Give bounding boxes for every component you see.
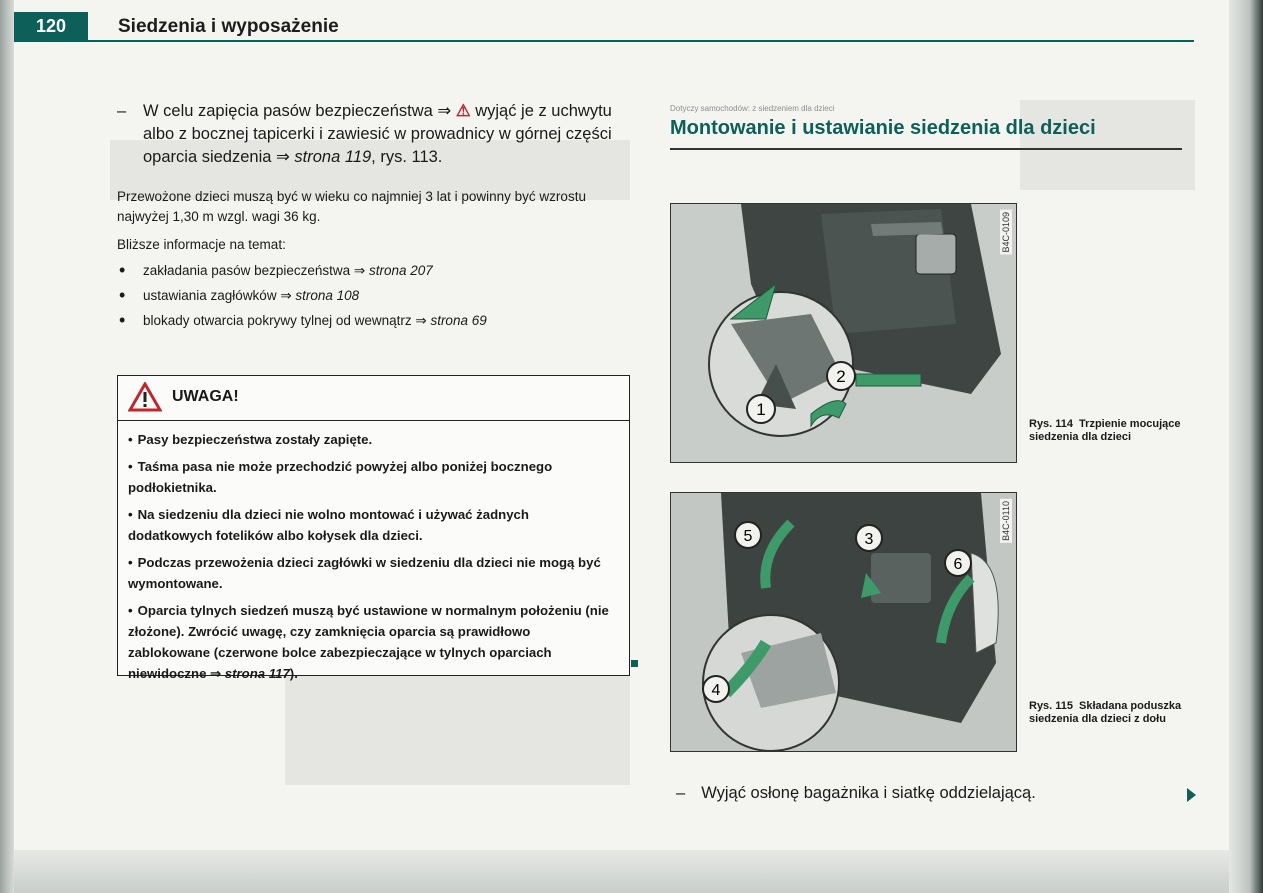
page-number: 120 — [14, 12, 88, 40]
figure-114 — [670, 203, 1017, 463]
warning-item — [128, 456, 615, 498]
instruction-step — [117, 100, 629, 169]
warning-list — [118, 421, 629, 684]
warning-bullet: • — [128, 459, 133, 474]
figure-label: 1 — [756, 400, 766, 419]
seat-mounting-illustration — [671, 204, 1016, 462]
warning-item-text: Na siedzeniu dla dzieci nie wolno montować i używać żadnych dodatkowych fotelików albo kołysek dla dzieci. — [128, 507, 529, 543]
warning-box — [117, 375, 630, 681]
warning-bullet: • — [128, 555, 133, 570]
step-dash: – — [117, 102, 127, 120]
right-column — [670, 104, 1182, 150]
figure-caption — [1029, 700, 1189, 726]
figure-caption — [1029, 418, 1189, 444]
body-paragraph: Przewożone dzieci muszą być w wieku co najmniej 3 lat i powinny być wzrostu najwyżej 1,30 m wzgl. wagi 36 kg. — [117, 189, 586, 224]
applicability-note: Dotyczy samochodów: z siedzeniem dla dzieci — [670, 104, 835, 113]
section-end-mark — [631, 660, 638, 667]
caption-text: Trzpienie mocujące siedzenia dla dzieci — [1029, 418, 1181, 443]
page-header — [14, 10, 1194, 42]
instruction-step — [676, 784, 1036, 803]
warning-bullet: • — [128, 603, 133, 618]
figure-label: 3 — [864, 531, 874, 548]
warning-header — [118, 376, 629, 421]
step-dash: – — [676, 784, 686, 802]
figure-label: 4 — [711, 682, 721, 699]
reference-list — [117, 258, 629, 333]
caption-number: Rys. 114 — [1029, 418, 1074, 430]
subsection-title: Montowanie i ustawianie siedzenia dla dzieci — [670, 117, 1096, 139]
warning-triangle-icon: ⚠ — [455, 102, 471, 120]
folding-cushion-illustration — [671, 493, 1016, 751]
warning-bullet: • — [128, 432, 133, 447]
list-item-text: blokady otwarcia pokrywy tylnej od wewnątrz ⇒ — [143, 313, 431, 328]
page-reference: strona 69 — [430, 313, 487, 328]
warning-item — [128, 552, 615, 594]
figure-label: 2 — [836, 367, 846, 386]
figure-label: 5 — [743, 528, 753, 545]
warning-item-text: Podczas przewożenia dzieci zagłówki w siedzeniu dla dzieci nie mogą być wymontowane. — [128, 555, 601, 591]
section-title: Siedzenia i wyposażenie — [118, 16, 339, 37]
page-reference: strona 117 — [224, 666, 290, 681]
caption-number: Rys. 115 — [1029, 700, 1074, 712]
step-text: W celu zapięcia pasów bezpieczeństwa ⇒ — [143, 102, 456, 120]
warning-item-text: Oparcia tylnych siedzeń muszą być ustawione w normalnym położeniu (nie złożone). Zwrócić uwagę, czy zamknięcia oparcia są prawidłowo zablokowane (czerwone bolce zabezpieczające w tylnych oparciach niewidoczne ⇒ — [128, 603, 609, 681]
step-text-cont: wyjąć je z uchwytu albo z bocznej tapicerki i zawiesić w prowadnicy w górnej części oparcia siedzenia ⇒ — [143, 102, 612, 166]
page-reference: strona 119 — [294, 148, 372, 166]
step-text-tail: , rys. 113. — [371, 148, 443, 166]
scan-bottom-edge — [14, 850, 1229, 893]
figure-code: B4C-0109 — [1001, 212, 1011, 253]
warning-item-tail: ). — [289, 666, 298, 681]
warning-item — [128, 429, 615, 450]
page-reference: strona 207 — [368, 263, 433, 278]
warning-item — [128, 600, 615, 684]
warning-item — [128, 504, 615, 546]
continue-arrow-icon — [1187, 788, 1196, 802]
warning-triangle-icon — [128, 382, 162, 412]
list-item — [117, 308, 629, 333]
list-item — [117, 283, 629, 308]
step-text: Wyjąć osłonę bagażnika i siatkę oddzielającą. — [701, 784, 1036, 802]
warning-item-text: Taśma pasa nie może przechodzić powyżej albo poniżej bocznego podłokietnika. — [128, 459, 553, 495]
list-item-text: ustawiania zagłówków ⇒ — [143, 288, 296, 303]
list-item — [117, 258, 629, 283]
page-reference: strona 108 — [295, 288, 360, 303]
caption-text: Składana poduszka siedzenia dla dzieci z dołu — [1029, 700, 1182, 725]
page-edge-right — [1229, 0, 1263, 893]
figure-115 — [670, 492, 1017, 752]
page-edge-left — [0, 0, 14, 893]
figure-code: B4C-0110 — [1001, 501, 1011, 541]
info-heading: Bliższe informacje na temat: — [117, 237, 286, 252]
warning-bullet: • — [128, 507, 133, 522]
warning-item-text: Pasy bezpieczeństwa zostały zapięte. — [137, 432, 373, 447]
figure-label: 6 — [953, 556, 963, 573]
title-divider — [670, 148, 1182, 150]
bleed-through — [285, 675, 630, 785]
list-item-text: zakładania pasów bezpieczeństwa ⇒ — [143, 263, 369, 278]
left-column — [117, 100, 629, 333]
warning-title: UWAGA! — [172, 388, 239, 405]
